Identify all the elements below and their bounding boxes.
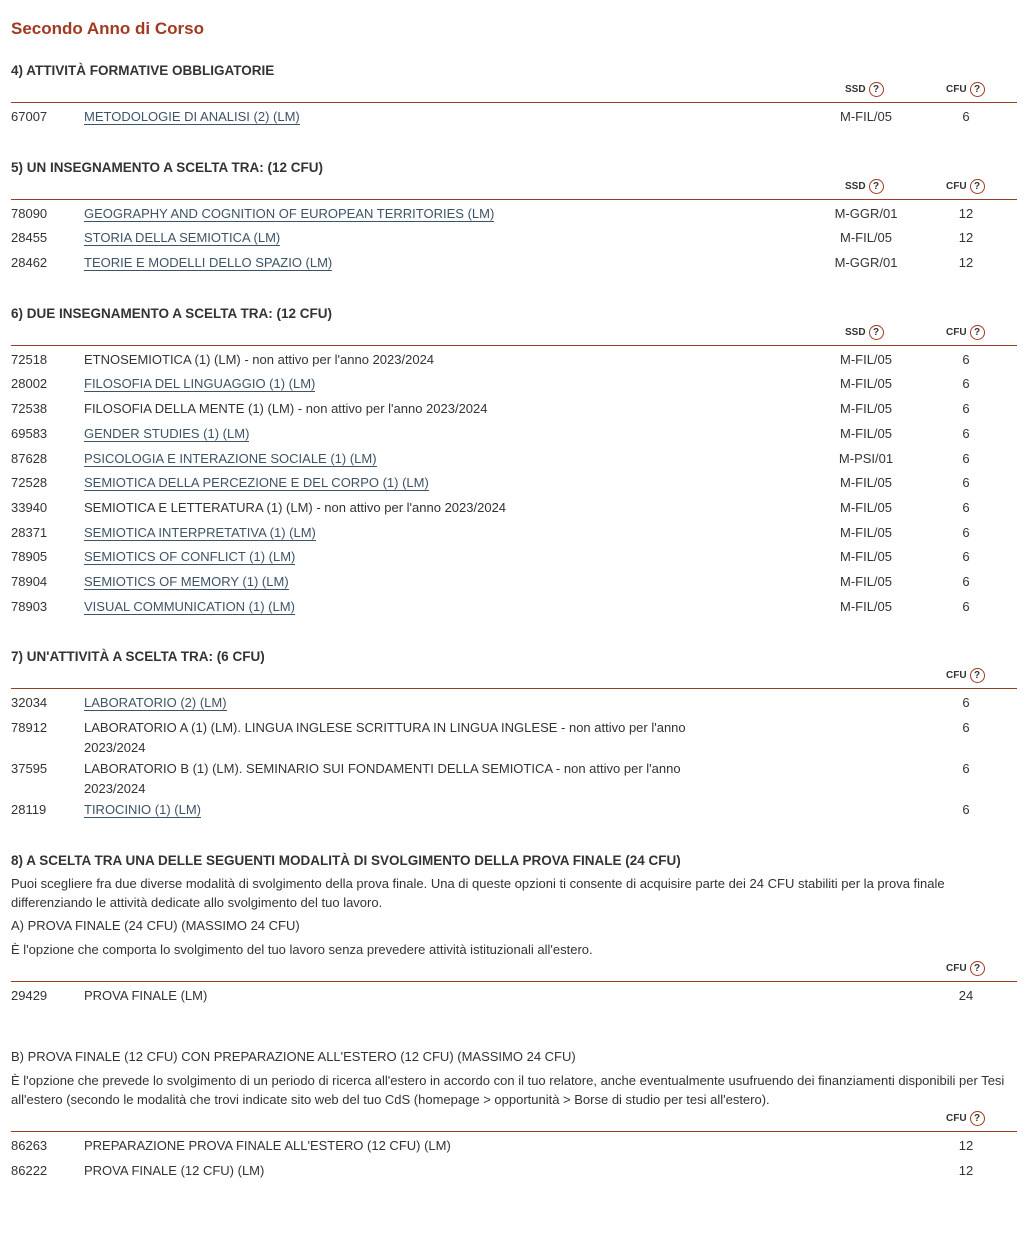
table-row: [11, 472, 1017, 497]
course-ssd: M-FIL/05: [839, 109, 892, 124]
course-name: [84, 497, 724, 518]
section-title: 8) A SCELTA TRA UNA DELLE SEGUENTI MODALITÀ DI SVOLGIMENTO DELLA PROVA FINALE (24 CFU): [11, 852, 681, 868]
course-cfu: 12: [958, 255, 974, 271]
cfu-header: [946, 325, 985, 340]
option-a-desc: È l'opzione che comporta lo svolgimento del tuo lavoro senza prevedere attività istituzionali all'estero.: [11, 941, 593, 957]
section-title: 7) UN'ATTIVITÀ A SCELTA TRA: (6 CFU): [11, 649, 265, 665]
option-a-title: A) PROVA FINALE (24 CFU) (MASSIMO 24 CFU): [11, 917, 300, 933]
ssd-label: SSD: [845, 84, 866, 95]
course-ssd: M-FIL/05: [839, 425, 892, 441]
course-link[interactable]: METODOLOGIE DI ANALISI (2) (LM): [84, 109, 300, 124]
course-table: [11, 346, 1017, 621]
course-code: 78904: [11, 573, 48, 589]
course-code: 33940: [11, 499, 48, 515]
cfu-label: CFU: [946, 670, 967, 682]
course-name: [84, 1135, 724, 1156]
table-row: [11, 522, 1017, 547]
course-name-text: SEMIOTICA E LETTERATURA (1) (LM) - non attivo per l'anno 2023/2024: [84, 499, 507, 515]
course-link[interactable]: GEOGRAPHY AND COGNITION OF EUROPEAN TERRITORIES (LM): [84, 205, 495, 221]
help-icon[interactable]: ?: [970, 325, 985, 340]
column-header: [11, 1109, 1017, 1132]
table-row: [11, 799, 1017, 824]
course-name: [84, 227, 724, 248]
course-ssd: M-GGR/01: [834, 255, 898, 271]
course-name-text: FILOSOFIA DELLA MENTE (1) (LM) - non attivo per l'anno 2023/2024: [84, 401, 488, 417]
cfu-label: CFU: [946, 326, 967, 338]
course-cfu: 6: [962, 109, 970, 124]
course-name: [84, 252, 724, 273]
course-link[interactable]: LABORATORIO (2) (LM): [84, 695, 227, 711]
section: [11, 305, 1017, 621]
help-icon[interactable]: ?: [970, 961, 985, 976]
page-title: Secondo Anno di Corso: [11, 19, 204, 38]
course-link[interactable]: PSICOLOGIA E INTERAZIONE SOCIALE (1) (LM): [84, 450, 377, 466]
table-row: [11, 423, 1017, 448]
table-row: [11, 106, 1017, 131]
course-name: [84, 203, 724, 224]
course-cfu: 6: [962, 376, 970, 392]
course-code: 87628: [11, 450, 48, 466]
course-table: [11, 1132, 1017, 1184]
course-code: 72518: [11, 351, 48, 367]
course-code: 28462: [11, 255, 48, 271]
course-name: [84, 373, 724, 394]
course-cfu: 6: [962, 401, 970, 417]
course-name: [84, 106, 724, 127]
course-name: [84, 799, 724, 820]
course-link[interactable]: TIROCINIO (1) (LM): [84, 802, 201, 817]
course-cfu: 6: [962, 351, 970, 367]
column-header: [11, 80, 1017, 103]
course-link[interactable]: GENDER STUDIES (1) (LM): [84, 425, 250, 441]
column-header: [11, 959, 1017, 982]
ssd-header: [845, 325, 884, 340]
table-row: [11, 398, 1017, 423]
course-link[interactable]: SEMIOTICA DELLA PERCEZIONE E DEL CORPO (1) (LM): [84, 475, 429, 491]
section: [11, 648, 1017, 823]
table-row: [11, 252, 1017, 277]
course-ssd: M-PSI/01: [838, 450, 894, 466]
course-code: 29429: [11, 987, 48, 1003]
cfu-header: [946, 179, 985, 194]
help-icon[interactable]: ?: [869, 179, 884, 194]
option-b-desc: È l'opzione che prevede lo svolgimento di un periodo di ricerca all'estero in accordo con il tuo relatore, anche eventualmente usufruendo dei finanziamenti disponibili per Tesi all'estero (secondo le modalità che trovi indicate sito web del tuo CdS (homepage > opportunità > Borse di studio per tesi all'estero).: [11, 1073, 1005, 1108]
cfu-header: [946, 668, 985, 683]
table-row: [11, 227, 1017, 252]
course-ssd: M-FIL/05: [839, 230, 892, 246]
sections-container: [11, 62, 1017, 824]
section-title: 4) ATTIVITÀ FORMATIVE OBBLIGATORIE: [11, 63, 275, 78]
course-ssd: M-GGR/01: [834, 205, 898, 221]
option-b-title: B) PROVA FINALE (12 CFU) CON PREPARAZIONE ALL'ESTERO (12 CFU) (MASSIMO 24 CFU): [11, 1049, 576, 1065]
course-link[interactable]: FILOSOFIA DEL LINGUAGGIO (1) (LM): [84, 376, 316, 392]
course-code: 67007: [11, 109, 48, 124]
course-cfu: 6: [962, 598, 970, 614]
course-code: 28002: [11, 376, 48, 392]
table-row: [11, 1135, 1017, 1160]
help-icon[interactable]: ?: [869, 325, 884, 340]
course-cfu: 6: [962, 761, 970, 776]
course-link[interactable]: SEMIOTICS OF CONFLICT (1) (LM): [84, 549, 296, 565]
course-ssd: M-FIL/05: [839, 549, 892, 565]
course-link[interactable]: TEORIE E MODELLI DELLO SPAZIO (LM): [84, 255, 333, 271]
table-row: [11, 373, 1017, 398]
cfu-header: [946, 1111, 985, 1126]
course-name: [84, 546, 724, 567]
table-row: [11, 692, 1017, 717]
course-name: [84, 985, 724, 1006]
ssd-label: SSD: [845, 180, 866, 192]
course-name: [84, 717, 724, 758]
course-code: 28371: [11, 524, 48, 540]
course-ssd: M-FIL/05: [839, 499, 892, 515]
course-cfu: 6: [962, 524, 970, 540]
section-title: 6) DUE INSEGNAMENTO A SCELTA TRA: (12 CFU): [11, 305, 333, 321]
course-cfu: 12: [958, 230, 974, 246]
course-code: 78912: [11, 720, 48, 735]
ssd-header: [845, 82, 884, 97]
course-name: [84, 571, 724, 592]
course-name: [84, 349, 724, 370]
course-code: 37595: [11, 761, 48, 776]
table-row: [11, 546, 1017, 571]
table-row: [11, 349, 1017, 374]
course-link[interactable]: SEMIOTICS OF MEMORY (1) (LM): [84, 573, 289, 589]
course-name: [84, 1160, 724, 1181]
help-icon[interactable]: ?: [970, 179, 985, 194]
course-cfu: 6: [962, 695, 970, 711]
course-name: [84, 472, 724, 493]
help-icon[interactable]: ?: [970, 1111, 985, 1126]
course-code: 78090: [11, 205, 48, 221]
course-ssd: M-FIL/05: [839, 351, 892, 367]
course-table: [11, 982, 1017, 1010]
ssd-label: SSD: [845, 326, 866, 338]
section: [11, 62, 1017, 131]
course-ssd: M-FIL/05: [839, 401, 892, 417]
help-icon[interactable]: ?: [970, 82, 985, 97]
table-row: [11, 596, 1017, 621]
course-name: [84, 596, 724, 617]
course-code: 69583: [11, 425, 48, 441]
course-code: 86263: [11, 1138, 48, 1154]
help-icon[interactable]: ?: [869, 82, 884, 97]
table-row: [11, 448, 1017, 473]
cfu-header: [946, 961, 985, 976]
cfu-label: CFU: [946, 180, 967, 192]
table-row: [11, 203, 1017, 228]
final-section: [11, 852, 1017, 1185]
course-name: [84, 423, 724, 444]
table-row: [11, 717, 1017, 758]
course-name-text: PROVA FINALE (12 CFU) (LM): [84, 1163, 265, 1179]
course-cfu: 6: [962, 802, 970, 817]
table-row: [11, 497, 1017, 522]
course-name-text: ETNOSEMIOTICA (1) (LM) - non attivo per l'anno 2023/2024: [84, 351, 435, 367]
course-name: [84, 758, 724, 799]
course-name: [84, 398, 724, 419]
course-name-text: PROVA FINALE (LM): [84, 987, 208, 1003]
course-name: [84, 522, 724, 543]
course-code: 86222: [11, 1163, 48, 1179]
course-code: 72538: [11, 401, 48, 417]
course-code: 28455: [11, 230, 48, 246]
cfu-label: CFU: [946, 84, 967, 95]
course-cfu: 6: [962, 450, 970, 466]
course-cfu: 6: [962, 499, 970, 515]
cfu-header: [946, 82, 985, 97]
course-ssd: M-FIL/05: [839, 598, 892, 614]
column-header: [11, 666, 1017, 689]
ssd-header: [845, 179, 884, 194]
course-name: [84, 448, 724, 469]
course-code: 72528: [11, 475, 48, 491]
course-name-text: PREPARAZIONE PROVA FINALE ALL'ESTERO (12 CFU) (LM): [84, 1138, 451, 1154]
section-title: 5) UN INSEGNAMENTO A SCELTA TRA: (12 CFU): [11, 159, 324, 175]
course-ssd: M-FIL/05: [839, 524, 892, 540]
course-code: 78903: [11, 598, 48, 614]
course-cfu: 12: [958, 1163, 974, 1179]
course-code: 32034: [11, 695, 48, 711]
course-name-text: LABORATORIO B (1) (LM). SEMINARIO SUI FONDAMENTI DELLA SEMIOTICA - non attivo per l'anno 2023/2024: [84, 761, 681, 796]
column-header: [11, 177, 1017, 200]
course-cfu: 12: [958, 205, 974, 221]
course-cfu: 6: [962, 425, 970, 441]
course-link[interactable]: VISUAL COMMUNICATION (1) (LM): [84, 598, 295, 614]
final-intro: Puoi scegliere fra due diverse modalità di svolgimento della prova finale. Una di queste opzioni ti consente di acquisire parte dei 24 CFU stabiliti per la prova finale differenziando le attività dedicate allo svolgimento del tuo lavoro.: [11, 875, 945, 910]
table-row: [11, 1160, 1017, 1185]
course-ssd: M-FIL/05: [839, 573, 892, 589]
table-row: [11, 571, 1017, 596]
course-cfu: 6: [962, 549, 970, 565]
course-code: 78905: [11, 549, 48, 565]
course-cfu: 24: [958, 987, 974, 1003]
course-ssd: M-FIL/05: [839, 475, 892, 491]
course-ssd: M-FIL/05: [839, 376, 892, 392]
help-icon[interactable]: ?: [970, 668, 985, 683]
course-cfu: 6: [962, 475, 970, 491]
course-table: [11, 689, 1017, 823]
table-row: [11, 985, 1017, 1010]
table-row: [11, 758, 1017, 799]
course-cfu: 6: [962, 720, 970, 735]
course-link[interactable]: SEMIOTICA INTERPRETATIVA (1) (LM): [84, 524, 316, 540]
course-code: 28119: [11, 802, 47, 817]
cfu-label: CFU: [946, 1113, 967, 1125]
cfu-label: CFU: [946, 962, 967, 974]
course-table: [11, 200, 1017, 277]
course-name-text: LABORATORIO A (1) (LM). LINGUA INGLESE SCRITTURA IN LINGUA INGLESE - non attivo per l'anno 2023/2024: [84, 720, 686, 755]
course-link[interactable]: STORIA DELLA SEMIOTICA (LM): [84, 230, 281, 246]
course-cfu: 12: [958, 1138, 974, 1154]
section: [11, 159, 1017, 277]
course-name: [84, 692, 724, 713]
course-table: [11, 103, 1017, 131]
course-cfu: 6: [962, 573, 970, 589]
column-header: [11, 323, 1017, 346]
